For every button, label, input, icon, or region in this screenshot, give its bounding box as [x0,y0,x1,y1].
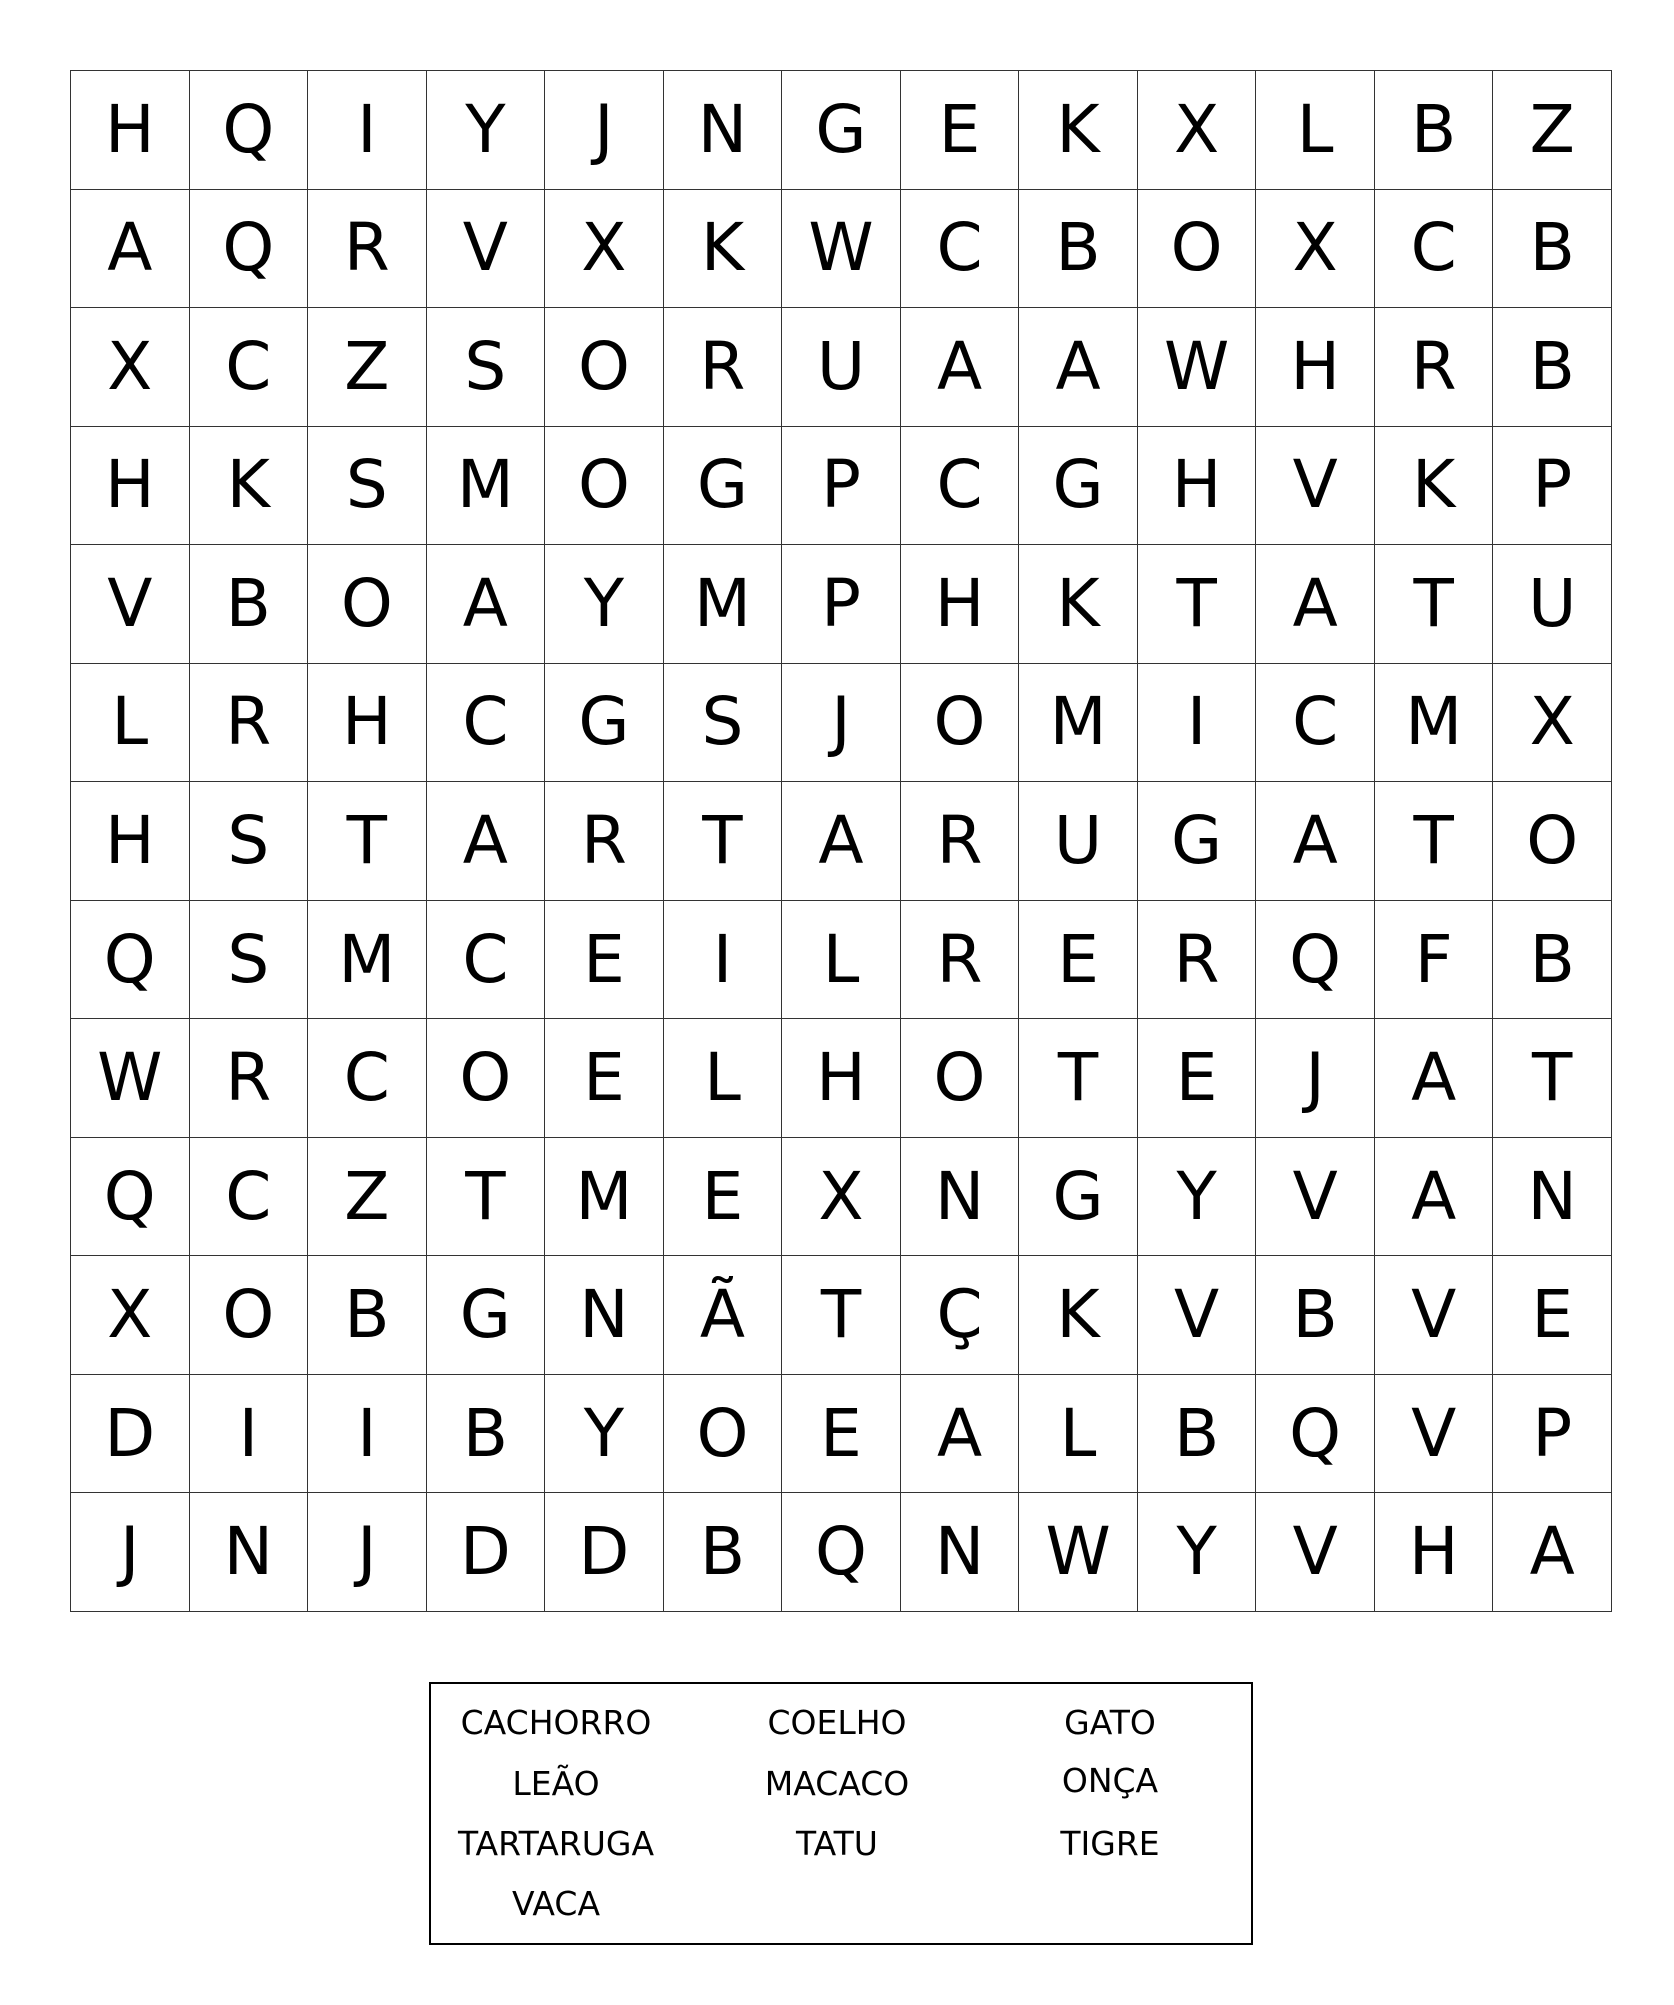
grid-cell[interactable]: G [664,427,783,546]
grid-cell[interactable]: H [1375,1493,1494,1612]
grid-cell[interactable]: S [190,782,309,901]
grid-cell[interactable]: O [427,1019,546,1138]
grid-cell[interactable]: N [1493,1138,1612,1257]
grid-cell[interactable]: V [1138,1256,1257,1375]
grid-cell[interactable]: C [427,901,546,1020]
word-bank-item: TARTARUGA [457,1824,655,1863]
grid-cell[interactable]: A [1375,1138,1494,1257]
grid-cell[interactable]: O [901,1019,1020,1138]
grid-cell[interactable]: V [1256,427,1375,546]
grid-cell[interactable]: E [782,1375,901,1494]
grid-cell[interactable]: O [545,308,664,427]
grid-cell[interactable]: N [901,1493,1020,1612]
grid-cell[interactable]: R [308,190,427,309]
grid-cell[interactable]: I [664,901,783,1020]
grid-cell[interactable]: D [545,1493,664,1612]
grid-cell[interactable]: O [1493,782,1612,901]
word-bank-item: VACA [511,1884,601,1923]
grid-cell[interactable]: P [782,427,901,546]
grid-cell[interactable]: Y [427,71,546,190]
grid-cell[interactable]: E [545,1019,664,1138]
grid-cell[interactable]: J [71,1493,190,1612]
grid-cell[interactable]: C [190,308,309,427]
grid-cell[interactable]: A [427,545,546,664]
grid-cell[interactable]: B [308,1256,427,1375]
letter-grid [70,70,1612,1612]
grid-cell[interactable]: W [1019,1493,1138,1612]
grid-cell[interactable]: M [1375,664,1494,783]
grid-cell[interactable]: B [1493,901,1612,1020]
grid-cell[interactable]: R [1138,901,1257,1020]
grid-cell[interactable]: B [664,1493,783,1612]
grid-cell[interactable]: R [901,901,1020,1020]
grid-cell[interactable]: E [1493,1256,1612,1375]
word-bank-item: COELHO [767,1703,907,1742]
grid-cell[interactable]: B [1493,190,1612,309]
grid-cell[interactable]: O [901,664,1020,783]
grid-cell[interactable]: S [190,901,309,1020]
grid-cell[interactable]: C [427,664,546,783]
grid-cell[interactable]: M [664,545,783,664]
grid-cell[interactable]: S [664,664,783,783]
grid-cell[interactable]: Q [782,1493,901,1612]
grid-cell[interactable]: R [901,782,1020,901]
grid-cell[interactable]: S [427,308,546,427]
grid-cell[interactable]: V [1256,1493,1375,1612]
grid-cell[interactable]: M [1019,664,1138,783]
word-bank-item: TATU [796,1824,878,1863]
grid-cell[interactable]: I [308,71,427,190]
grid-cell[interactable]: T [1493,1019,1612,1138]
grid-cell[interactable]: R [190,1019,309,1138]
grid-cell[interactable]: A [1375,1019,1494,1138]
word-bank-item: GATO [1064,1703,1156,1742]
grid-cell[interactable]: T [664,782,783,901]
grid-cell[interactable]: L [71,664,190,783]
grid-cell[interactable]: N [664,71,783,190]
grid-cell[interactable]: I [308,1375,427,1494]
grid-cell[interactable]: G [1019,427,1138,546]
grid-cell[interactable]: C [901,427,1020,546]
grid-cell[interactable]: X [545,190,664,309]
grid-cell[interactable]: T [1375,545,1494,664]
grid-cell[interactable]: S [308,427,427,546]
grid-cell[interactable]: E [664,1138,783,1257]
grid-cell[interactable]: I [190,1375,309,1494]
grid-cell[interactable]: G [1138,782,1257,901]
grid-cell[interactable]: Z [308,1138,427,1257]
grid-cell[interactable]: G [427,1256,546,1375]
grid-cell[interactable]: Q [1256,1375,1375,1494]
grid-cell[interactable]: V [1375,1256,1494,1375]
grid-cell[interactable]: A [901,1375,1020,1494]
grid-cell[interactable]: I [1138,664,1257,783]
grid-cell[interactable]: A [1256,545,1375,664]
grid-cell[interactable]: U [1019,782,1138,901]
grid-cell[interactable]: V [427,190,546,309]
grid-cell[interactable]: O [1138,190,1257,309]
grid-cell[interactable]: B [1138,1375,1257,1494]
grid-cell[interactable]: Q [190,190,309,309]
grid-cell[interactable]: K [1019,545,1138,664]
grid-cell[interactable]: B [1256,1256,1375,1375]
grid-cell[interactable]: B [190,545,309,664]
grid-cell[interactable]: G [1019,1138,1138,1257]
word-bank-item: LEÃO [512,1764,600,1803]
grid-cell[interactable]: C [190,1138,309,1257]
grid-cell[interactable]: O [308,545,427,664]
grid-cell[interactable]: U [1493,545,1612,664]
grid-cell[interactable]: H [1138,427,1257,546]
grid-cell[interactable]: X [71,1256,190,1375]
grid-cell[interactable]: X [1256,190,1375,309]
grid-cell[interactable]: A [1019,308,1138,427]
grid-cell[interactable]: X [782,1138,901,1257]
grid-cell[interactable]: X [1493,664,1612,783]
grid-cell[interactable]: M [545,1138,664,1257]
grid-cell[interactable]: K [1019,71,1138,190]
grid-cell[interactable]: O [190,1256,309,1375]
grid-cell[interactable]: T [1019,1019,1138,1138]
grid-cell[interactable]: V [1375,1375,1494,1494]
grid-cell[interactable]: N [545,1256,664,1375]
grid-cell[interactable]: J [545,71,664,190]
grid-cell[interactable]: Y [1138,1138,1257,1257]
grid-cell[interactable]: C [901,190,1020,309]
grid-cell[interactable]: B [427,1375,546,1494]
grid-cell[interactable]: L [664,1019,783,1138]
grid-cell[interactable]: D [71,1375,190,1494]
grid-cell[interactable]: W [782,190,901,309]
grid-cell[interactable]: Y [1138,1493,1257,1612]
grid-cell[interactable]: P [1493,427,1612,546]
grid-cell[interactable]: E [901,71,1020,190]
grid-cell[interactable]: G [782,71,901,190]
grid-cell[interactable]: O [664,1375,783,1494]
grid-cell[interactable]: B [1375,71,1494,190]
grid-cell[interactable]: K [664,190,783,309]
grid-cell[interactable]: Ã [664,1256,783,1375]
grid-cell[interactable]: C [308,1019,427,1138]
grid-cell[interactable]: N [901,1138,1020,1257]
grid-cell[interactable]: X [71,308,190,427]
grid-cell[interactable]: A [782,782,901,901]
word-bank-item: TIGRE [1060,1824,1160,1863]
grid-cell[interactable]: E [1019,901,1138,1020]
grid-cell[interactable]: Z [308,308,427,427]
grid-cell[interactable]: H [901,545,1020,664]
grid-cell[interactable]: A [901,308,1020,427]
grid-cell[interactable]: P [782,545,901,664]
grid-cell[interactable]: T [308,782,427,901]
grid-cell[interactable]: W [1138,308,1257,427]
grid-cell[interactable]: E [1138,1019,1257,1138]
grid-cell[interactable]: L [1019,1375,1138,1494]
grid-cell[interactable]: D [427,1493,546,1612]
grid-cell[interactable]: Z [1493,71,1612,190]
grid-cell[interactable]: H [71,782,190,901]
grid-cell[interactable]: V [71,545,190,664]
grid-cell[interactable]: J [1256,1019,1375,1138]
grid-cell[interactable]: Y [545,545,664,664]
word-bank [429,1682,1253,1945]
grid-cell[interactable]: H [71,71,190,190]
grid-cell[interactable]: T [1138,545,1257,664]
grid-cell[interactable]: R [545,782,664,901]
grid-cell[interactable]: H [308,664,427,783]
grid-cell[interactable]: T [782,1256,901,1375]
grid-cell[interactable]: M [308,901,427,1020]
grid-cell[interactable]: U [782,308,901,427]
grid-cell[interactable]: K [1019,1256,1138,1375]
grid-cell[interactable]: O [545,427,664,546]
grid-cell[interactable]: C [1256,664,1375,783]
grid-cell[interactable]: T [1375,782,1494,901]
grid-cell[interactable]: A [1256,782,1375,901]
grid-cell[interactable]: J [308,1493,427,1612]
grid-cell[interactable]: Q [1256,901,1375,1020]
grid-cell[interactable]: H [782,1019,901,1138]
grid-cell[interactable]: B [1019,190,1138,309]
grid-cell[interactable]: H [1256,308,1375,427]
grid-cell[interactable]: M [427,427,546,546]
grid-cell[interactable]: Q [190,71,309,190]
grid-cell[interactable]: X [1138,71,1257,190]
grid-cell[interactable]: K [1375,427,1494,546]
grid-cell[interactable]: J [782,664,901,783]
grid-cell[interactable]: R [1375,308,1494,427]
grid-cell[interactable]: R [664,308,783,427]
grid-cell[interactable]: Y [545,1375,664,1494]
grid-cell[interactable]: T [427,1138,546,1257]
grid-cell[interactable]: C [1375,190,1494,309]
grid-cell[interactable]: A [1493,1493,1612,1612]
grid-cell[interactable]: H [71,427,190,546]
grid-cell[interactable]: K [190,427,309,546]
grid-cell[interactable]: F [1375,901,1494,1020]
grid-cell[interactable]: Ç [901,1256,1020,1375]
grid-cell[interactable]: Q [71,1138,190,1257]
grid-cell[interactable]: W [71,1019,190,1138]
grid-cell[interactable]: P [1493,1375,1612,1494]
word-bank-item: ONÇA [1061,1761,1159,1800]
grid-cell[interactable]: N [190,1493,309,1612]
grid-cell[interactable]: L [1256,71,1375,190]
word-bank-item: MACACO [764,1764,910,1803]
word-bank-item: CACHORRO [460,1703,652,1742]
grid-cell[interactable]: R [190,664,309,783]
grid-cell[interactable]: E [545,901,664,1020]
grid-cell[interactable]: V [1256,1138,1375,1257]
grid-cell[interactable]: A [71,190,190,309]
grid-cell[interactable]: B [1493,308,1612,427]
grid-cell[interactable]: A [427,782,546,901]
grid-cell[interactable]: L [782,901,901,1020]
grid-cell[interactable]: Q [71,901,190,1020]
grid-cell[interactable]: G [545,664,664,783]
